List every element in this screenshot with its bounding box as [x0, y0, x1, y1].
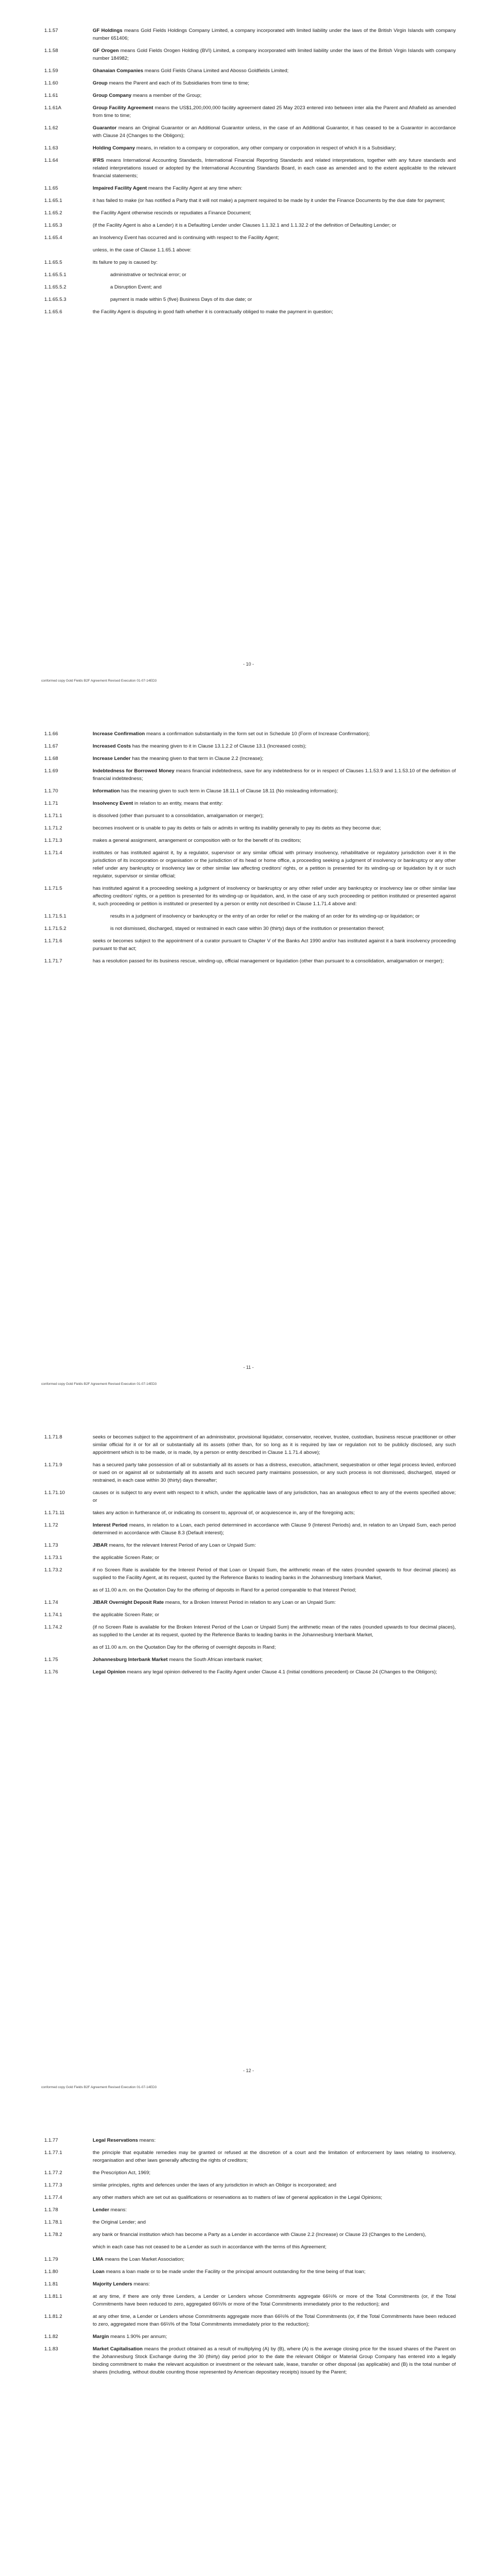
clause-text	[93, 271, 456, 279]
clause-number: 1.1.81.1	[44, 2294, 62, 2299]
clause-text	[93, 79, 456, 87]
sub-clause-entry	[44, 957, 456, 965]
clause-text	[93, 767, 456, 783]
sub-clause-entry	[44, 1509, 456, 1517]
clause-text	[93, 755, 456, 762]
page-footer: conformed copy Gold Fields B2F Agreement Revised Execution 01-07-14ED3	[41, 2086, 157, 2089]
clause-text	[93, 2206, 456, 2214]
clause-number: 1.1.65.5	[44, 260, 62, 265]
definition-entry	[44, 1541, 456, 1549]
document-page	[0, 0, 497, 703]
clause-text	[93, 2345, 456, 2376]
definition-text: its failure to pay is caused by:	[93, 260, 158, 265]
definition-text: means the Loan Market Association;	[103, 2257, 185, 2262]
definition-entry	[44, 1521, 456, 1537]
clause-number: 1.1.71.4	[44, 850, 62, 856]
sub-clause-entry	[44, 2218, 456, 2226]
definition-text: means, in relation to a company or corporation, any other company or corporation in respect of which it is a Subsidiary;	[135, 145, 396, 151]
clause-text	[93, 27, 456, 42]
definition-text: means a member of the Group;	[131, 93, 202, 98]
definition-text: means the Parent and each of its Subsidiaries from time to time;	[107, 80, 249, 86]
clause-number: 1.1.65.4	[44, 235, 62, 241]
defined-term: Information	[93, 788, 120, 794]
clause-text	[93, 2333, 456, 2341]
clause-number: 1.1.65.1	[44, 198, 62, 204]
definition-entry	[44, 1656, 456, 1664]
clause-text	[93, 849, 456, 880]
definition-entry	[44, 2345, 456, 2376]
clause-number: 1.1.81.2	[44, 2314, 62, 2319]
definition-text: means 1.90% per annum;	[109, 2334, 167, 2340]
definition-text: (if no Screen Rate is available for the Broken Interest Period of the Loan or Unpaid Sum) the arithmetic mean of the rates (rounded upwards to four decimal places), as supplied to the Lender at its request, quoted by the Reference Banks to leading banks in the Johannesburg Interbank Market,	[93, 1624, 456, 1638]
sub-clause-entry	[44, 197, 456, 205]
clause-number: 1.1.71	[44, 801, 58, 806]
clause-text	[93, 1566, 456, 1582]
definition-text: has a secured party take possession of all or substantially all its assets or has a distress, execution, attachment, sequestration or other legal process levied, enforced or sued on or against all or substantially all its assets and such secured party maintains possession, or any such process is not dismissed, discharged, stayed or restrained, in each case within 30 (thirty) days thereafter;	[93, 1462, 456, 1483]
defined-term: JIBAR	[93, 1543, 108, 1548]
definition-text: an Insolvency Event has occurred and is continuing with respect to the Facility Agent;	[93, 235, 279, 241]
clause-number: 1.1.77.3	[44, 2182, 62, 2188]
clause-number: 1.1.57	[44, 28, 58, 33]
defined-term: Legal Reservations	[93, 2138, 138, 2143]
clause-number: 1.1.63	[44, 145, 58, 151]
clause-text	[93, 246, 456, 254]
definition-text: at any time, if there are only three Lenders, a Lender or Lenders whose Commitments aggregate 66⅔% or more of the Total Commitments (or, if the Total Commitments have been reduced to zero, aggregated 66⅔% or more of the Total Commitments immediately prior to the reduction); and	[93, 2294, 456, 2307]
page-number: - 11 -	[243, 1365, 254, 1370]
clause-number: 1.1.76	[44, 1669, 58, 1675]
clause-number: 1.1.71.5.2	[44, 926, 66, 931]
definition-text: institutes or has instituted against it, by a regulator, supervisor or any similar official with primary insolvency, rehabilitative or regulatory jurisdiction over it in the jurisdiction of its incorporation or organisation or the jurisdiction of its head or home office, a proceeding seeking a judgment of insolvency or bankruptcy or any other relief under any bankruptcy or insolvency law or other similar law affecting creditors' rights, or a petition is presented for its winding-up or liquidation by it or such regulator, supervisor or similar official;	[93, 850, 456, 879]
clause-text	[93, 730, 456, 738]
definition-text: which in each case has not ceased to be a Lender as such in accordance with the terms of this Agreement;	[93, 2244, 327, 2250]
clause-number: 1.1.65.5.2	[44, 284, 66, 290]
definition-text: it has failed to make (or has notified a Party that it will not make) a payment required to be made by it under the Finance Documents by the due date for payment;	[93, 198, 445, 204]
definition-text: any bank or financial institution which has become a Party as a Lender in accordance with Clause 2.2 (Increase) or Clause 23 (Changes to the Lenders),	[93, 2232, 426, 2238]
definition-entry	[44, 1668, 456, 1676]
clause-number: 1.1.66	[44, 731, 58, 737]
sub-clause-entry	[44, 2293, 456, 2308]
clause-number: 1.1.65.3	[44, 223, 62, 228]
clause-number: 1.1.83	[44, 2346, 58, 2352]
sub-clause-entry	[44, 308, 456, 316]
clause-number: 1.1.65	[44, 185, 58, 191]
defined-term: Impaired Facility Agent	[93, 185, 147, 191]
sub-clause-entry	[44, 2243, 456, 2251]
clause-text	[93, 67, 456, 75]
definition-text: the Prescription Act, 1969;	[93, 2170, 150, 2176]
definition-text: as of 11.00 a.m. on the Quotation Day for the offering of deposits in Rand for a period comparable to that Interest Period;	[93, 1587, 356, 1593]
clause-text	[93, 283, 456, 291]
definition-text: has the meaning given to such term in Clause 18.11.1 of Clause 18.11 (No misleading information);	[119, 788, 338, 794]
definition-text: seeks or becomes subject to the appointment of an administrator, provisional liquidator, conservator, receiver, trustee, custodian, business rescue practitioner or other similar official for it or for all or substantially all its assets (other than, for so long as it is required by law or regulation not to be publicly disclosed, any such appointment which is to be made, or is made, by a person or entity described in Clause 1.1.71.4 above);	[93, 1434, 456, 1455]
clause-number: 1.1.75	[44, 1657, 58, 1663]
sub-clause-entry	[44, 209, 456, 217]
defined-term: Holding Company	[93, 145, 135, 151]
clause-text	[93, 209, 456, 217]
definition-text: unless, in the case of Clause 1.1.65.1 above:	[93, 247, 192, 253]
definition-text: means Gold Fields Orogen Holding (BVI) Limited, a company incorporated with limited liability under the laws of the British Virgin Islands with company number 184982;	[93, 48, 456, 61]
clause-number: 1.1.73.1	[44, 1555, 62, 1561]
definition-entry	[44, 92, 456, 99]
clause-text	[93, 157, 456, 180]
clause-number: 1.1.70	[44, 788, 58, 794]
clause-number: 1.1.61	[44, 93, 58, 98]
defined-term: Insolvency Event	[93, 801, 133, 806]
clause-number: 1.1.78	[44, 2207, 58, 2213]
clause-text	[93, 1623, 456, 1639]
sub-clause-entry	[44, 937, 456, 953]
definition-text: means an Original Guarantor or an Additional Guarantor unless, in the case of an Additional Guarantor, it has ceased to be a Guarantor in accordance with Clause 24 (Changes to the Obligors);	[93, 125, 456, 139]
sub-clause-entry	[44, 1623, 456, 1639]
sub-clause-entry	[44, 271, 456, 279]
clause-number: 1.1.65.6	[44, 309, 62, 315]
sub-clause-entry	[44, 824, 456, 832]
page-number: - 12 -	[243, 2068, 254, 2073]
definition-text: means:	[138, 2138, 156, 2143]
definition-text: the principle that equitable remedies may be granted or refused at the discretion of a court and the limitation of enforcement by laws relating to insolvency, reorganisation and other laws generally affecting the rights of creditors;	[93, 2150, 456, 2163]
clause-number: 1.1.74.1	[44, 1612, 62, 1618]
definition-entry	[44, 47, 456, 62]
definition-entry	[44, 144, 456, 152]
definition-text: means:	[109, 2207, 127, 2213]
clause-text	[93, 234, 456, 242]
clause-number: 1.1.62	[44, 125, 58, 131]
clause-text	[93, 104, 456, 120]
clause-text	[93, 2181, 456, 2189]
clause-text	[93, 197, 456, 205]
clause-number: 1.1.58	[44, 48, 58, 54]
clause-text	[93, 296, 456, 303]
sub-clause-entry	[44, 234, 456, 242]
definition-text: any other matters which are set out as qualifications or reservations as to matters of law of general application in the Legal Opinions;	[93, 2195, 383, 2200]
definition-text: administrative or technical error; or	[110, 272, 186, 278]
page-footer: conformed copy Gold Fields B2F Agreement Revised Execution 01-07-14ED3	[41, 679, 157, 683]
clause-text	[93, 2256, 456, 2263]
sub-clause-entry	[44, 2313, 456, 2328]
clause-number: 1.1.71.3	[44, 838, 62, 843]
definition-text: in relation to an entity, means that entity:	[133, 801, 223, 806]
defined-term: Loan	[93, 2269, 105, 2275]
sub-clause-entry	[44, 1554, 456, 1562]
definition-entry	[44, 2333, 456, 2341]
clause-text	[93, 912, 456, 920]
clause-text	[93, 92, 456, 99]
clause-number: 1.1.71.10	[44, 1490, 65, 1496]
defined-term: IFRS	[93, 158, 104, 163]
clause-text	[93, 2243, 456, 2251]
definition-entry	[44, 2137, 456, 2144]
clause-number: 1.1.80	[44, 2269, 58, 2275]
clause-text	[93, 800, 456, 807]
definition-text: has the meaning given to it in Clause 13.1.2.2 of Clause 13.1 (Increased costs);	[131, 743, 306, 749]
clause-text	[93, 837, 456, 844]
sub-clause-entry	[44, 1566, 456, 1582]
clause-text	[93, 1656, 456, 1664]
clause-number: 1.1.71.8	[44, 1434, 62, 1440]
clause-text	[93, 1611, 456, 1619]
clause-number: 1.1.81	[44, 2281, 58, 2287]
clause-text	[93, 308, 456, 316]
clause-text	[93, 1461, 456, 1484]
definition-text: the applicable Screen Rate; or	[93, 1612, 160, 1618]
sub-clause-entry	[44, 1433, 456, 1456]
clause-text	[93, 144, 456, 152]
clause-number: 1.1.82	[44, 2334, 58, 2340]
defined-term: Group	[93, 80, 108, 86]
clause-text	[93, 1668, 456, 1676]
defined-term: Johannesburg Interbank Market	[93, 1657, 168, 1663]
clause-text	[93, 1599, 456, 1606]
definition-text: means Gold Fields Ghana Limited and Abosso Goldfields Limited;	[143, 68, 289, 74]
definition-text: similar principles, rights and defences under the laws of any jurisdiction in which an Obligor is incorporated; and	[93, 2182, 337, 2188]
definition-entry	[44, 742, 456, 750]
definition-entry	[44, 67, 456, 75]
clause-text	[93, 2313, 456, 2328]
defined-term: GF Holdings	[93, 28, 123, 33]
definition-entry	[44, 104, 456, 120]
clause-text	[93, 184, 456, 192]
definition-text: has the meaning given to that term in Clause 2.2 (Increase);	[130, 756, 264, 761]
clause-number: 1.1.71.5.1	[44, 913, 66, 919]
clause-text	[93, 2218, 456, 2226]
sub-clause-entry	[44, 2169, 456, 2177]
defined-term: Lender	[93, 2207, 109, 2213]
sub-clause-entry	[44, 246, 456, 254]
clause-number: 1.1.72	[44, 1522, 58, 1528]
definition-entry	[44, 157, 456, 180]
definition-text: means, for the relevant Interest Period of any Loan or Unpaid Sum:	[107, 1543, 256, 1548]
defined-term: Market Capitalisation	[93, 2346, 143, 2352]
document-page	[0, 703, 497, 1406]
sub-clause-entry	[44, 283, 456, 291]
definition-entry	[44, 124, 456, 140]
clause-number: 1.1.71.5	[44, 886, 62, 891]
page-number: - 10 -	[243, 662, 254, 667]
clause-number: 1.1.68	[44, 756, 58, 761]
sub-clause-entry	[44, 1489, 456, 1504]
definition-text: means Gold Fields Holdings Company Limited, a company incorporated with limited liability under the laws of the British Virgin Islands with company number 651406;	[93, 28, 456, 41]
clause-text	[93, 124, 456, 140]
clause-text	[93, 925, 456, 933]
definition-text: as of 11.00 a.m. on the Quotation Day for the offering of overnight deposits in Rand;	[93, 1645, 276, 1650]
definition-entry	[44, 27, 456, 42]
clause-text	[93, 1489, 456, 1504]
sub-clause-entry	[44, 1643, 456, 1651]
definition-text: is not dismissed, discharged, stayed or restrained in each case within 30 (thirty) days of the institution or presentation thereof;	[110, 926, 385, 931]
clause-number: 1.1.71.6	[44, 938, 62, 944]
clause-number: 1.1.59	[44, 68, 58, 74]
clause-text	[93, 742, 456, 750]
definition-entry	[44, 2256, 456, 2263]
clause-number: 1.1.77.2	[44, 2170, 62, 2176]
sub-clause-entry	[44, 2181, 456, 2189]
definition-text: (if the Facility Agent is also a Lender) it is a Defaulting Lender under Clauses 1.1.32.1 and 1.1.32.2 of the definition of Defaulting Lender; or	[93, 223, 397, 228]
sub-clause-entry	[44, 2149, 456, 2164]
clause-text	[93, 937, 456, 953]
definition-entry	[44, 755, 456, 762]
defined-term: Guarantor	[93, 125, 117, 131]
clause-number: 1.1.69	[44, 768, 58, 774]
sub-clause-entry	[44, 812, 456, 820]
clause-text	[93, 259, 456, 266]
defined-term: JIBAR Overnight Deposit Rate	[93, 1600, 164, 1605]
sub-clause-entry	[44, 837, 456, 844]
clause-text	[93, 1509, 456, 1517]
clause-text	[93, 1433, 456, 1456]
clause-text	[93, 885, 456, 908]
definition-text: means a confirmation substantially in the form set out in Schedule 10 (Form of Increase Confirmation);	[145, 731, 370, 737]
sub-clause-entry	[44, 2231, 456, 2239]
definition-text: results in a judgment of insolvency or bankruptcy or the entry of an order for relief or the making of an order for its winding-up or liquidation; or	[110, 913, 420, 919]
defined-term: LMA	[93, 2257, 104, 2262]
clause-number: 1.1.60	[44, 80, 58, 86]
clause-number: 1.1.74.2	[44, 1624, 62, 1630]
definition-entry	[44, 2268, 456, 2276]
defined-term: Majority Lenders	[93, 2281, 132, 2287]
clause-text	[93, 2293, 456, 2308]
clause-number: 1.1.79	[44, 2257, 58, 2262]
definition-text: means, for a Broken Interest Period in relation to any Loan or an Unpaid Sum:	[164, 1600, 336, 1605]
sub-clause-entry	[44, 296, 456, 303]
definition-text: means:	[132, 2281, 150, 2287]
definition-text: has a resolution passed for its business rescue, winding-up, official management or liquidation (other than pursuant to a consolidation, amalgamation or merger);	[93, 958, 444, 964]
defined-term: Ghanaian Companies	[93, 68, 144, 74]
clause-text	[93, 2169, 456, 2177]
definition-entry	[44, 800, 456, 807]
definition-text: means the Facility Agent at any time when:	[147, 185, 243, 191]
document-page	[0, 2110, 497, 2576]
clause-number: 1.1.78.2	[44, 2232, 62, 2238]
definition-text: a Disruption Event; and	[110, 284, 162, 290]
definition-text: the Facility Agent is disputing in good faith whether it is contractually obliged to make the payment in question;	[93, 309, 333, 315]
definition-text: at any other time, a Lender or Lenders whose Commitments aggregate more than 66⅔% of the Total Commitments (or, if the Total Commitments have been reduced to zero, aggregated more than 66⅔% of the Total Commitments immediately prior to the reduction);	[93, 2314, 456, 2327]
definition-entry	[44, 787, 456, 795]
definition-entry	[44, 2206, 456, 2214]
definition-text: makes a general assignment, arrangement or composition with or for the benefit of its creditors;	[93, 838, 301, 843]
clause-text	[93, 1521, 456, 1537]
definition-text: means any legal opinion delivered to the Facility Agent under Clause 4.1 (Initial conditions precedent) or Clause 24 (Changes to the Obligors);	[125, 1669, 437, 1675]
clause-text	[93, 2280, 456, 2288]
defined-term: Increase Confirmation	[93, 731, 145, 737]
clause-text	[93, 812, 456, 820]
clause-text	[93, 2149, 456, 2164]
definition-text: is dissolved (other than pursuant to a consolidation, amalgamation or merger);	[93, 813, 264, 819]
clause-text	[93, 824, 456, 832]
clause-number: 1.1.71.11	[44, 1510, 65, 1516]
definition-text: if no Screen Rate is available for the Interest Period of that Loan or Unpaid Sum, the arithmetic mean of the rates (rounded upwards to four decimal places) as supplied to the Facility Agent, at its request, quoted by the Reference Banks to leading banks in the Johannesburg Interbank Market,	[93, 1567, 456, 1581]
definition-text: becomes insolvent or is unable to pay its debts or fails or admits in writing its inability generally to pay its debts as they become due;	[93, 825, 381, 831]
definition-entry	[44, 184, 456, 192]
clause-number: 1.1.77	[44, 2138, 58, 2143]
definition-text: means, in relation to a Loan, each period determined in accordance with Clause 9 (Interest Periods) and, in relation to an Unpaid Sum, each period determined in accordance with Clause 8.3 (Default interest);	[93, 1522, 456, 1536]
clause-number: 1.1.67	[44, 743, 58, 749]
clause-number: 1.1.61A	[44, 105, 62, 111]
clause-number: 1.1.71.7	[44, 958, 62, 964]
clause-text	[93, 1643, 456, 1651]
sub-clause-entry	[44, 925, 456, 933]
clause-text	[93, 2194, 456, 2201]
clause-number: 1.1.74	[44, 1600, 58, 1605]
clause-number: 1.1.71.2	[44, 825, 62, 831]
clause-number: 1.1.65.2	[44, 210, 62, 216]
clause-text	[93, 957, 456, 965]
clause-text	[93, 2268, 456, 2276]
sub-clause-entry	[44, 1611, 456, 1619]
definition-entry	[44, 1599, 456, 1606]
sub-clause-entry	[44, 222, 456, 229]
clause-text	[93, 1541, 456, 1549]
definition-text: the applicable Screen Rate; or	[93, 1555, 160, 1561]
definition-text: has instituted against it a proceeding seeking a judgment of insolvency or bankruptcy or any other relief under any bankruptcy or insolvency law or other similar law affecting creditors' rights, or a petition is presented for its winding-up or liquidation, and, in the case of any such proceeding or petition instituted or presented against it, such proceeding or petition is instituted or presented by a person or entity not described in Clause 1.1.71.4 above and:	[93, 886, 456, 907]
clause-number: 1.1.71.1	[44, 813, 62, 819]
clause-text	[93, 2137, 456, 2144]
definition-text: means International Accounting Standards, International Financial Reporting Standards and related interpretations, together with any future standards and related interpretations issued or adopted by the International Accounting Standards Board, in each case as amended and to the extent applicable to the relevant financial statements;	[93, 158, 456, 179]
defined-term: Indebtedness for Borrowed Money	[93, 768, 175, 774]
defined-term: Increase Lender	[93, 756, 131, 761]
clause-number: 1.1.64	[44, 158, 58, 163]
definition-entry	[44, 79, 456, 87]
definition-text: takes any action in furtherance of, or indicating its consent to, approval of, or acquiescence in, any of the foregoing acts;	[93, 1510, 355, 1516]
sub-clause-entry	[44, 1586, 456, 1594]
definition-text: means a loan made or to be made under the Facility or the principal amount outstanding for the time being of that loan;	[104, 2269, 366, 2275]
definition-text: means the product obtained as a result of multiplying (A) by (B), where (A) is the average closing price for the issued shares of the Parent on the Johannesburg Stock Exchange during the 30 (thirty) day period prior to the date the relevant Obligor or Material Group Company has entered into a legally binding commitment to make the relevant acquisition or investment or the relevant sale, lease, transfer or other disposal (as applicable) and (B) is the total number of shares (including, without double counting those represented by American depositary receipts) issued by the Parent;	[93, 2346, 456, 2375]
clause-text	[93, 787, 456, 795]
defined-term: Legal Opinion	[93, 1669, 126, 1675]
definition-entry	[44, 767, 456, 783]
clause-number: 1.1.77.1	[44, 2150, 62, 2156]
defined-term: GF Orogen	[93, 48, 119, 54]
clause-number: 1.1.77.4	[44, 2195, 62, 2200]
clause-number: 1.1.65.5.1	[44, 272, 66, 278]
clause-text	[93, 1586, 456, 1594]
definition-entry	[44, 730, 456, 738]
definition-text: payment is made within 5 (five) Business Days of its due date; or	[110, 297, 252, 302]
definition-text: means the US$1,200,000,000 facility agreement dated 25 May 2023 entered into between inter alia the Parent and Afrafield as amended from time to time;	[93, 105, 456, 118]
definition-entry	[44, 2280, 456, 2288]
definition-text: the Original Lender; and	[93, 2219, 146, 2225]
page-footer: conformed copy Gold Fields B2F Agreement Revised Execution 01-07-14ED3	[41, 1382, 157, 1386]
sub-clause-entry	[44, 849, 456, 880]
defined-term: Increased Costs	[93, 743, 131, 749]
definition-text: the Facility Agent otherwise rescinds or repudiates a Finance Document;	[93, 210, 251, 216]
clause-text	[93, 47, 456, 62]
document-page	[0, 1406, 497, 2110]
clause-text	[93, 222, 456, 229]
clause-text	[93, 1554, 456, 1562]
clause-number: 1.1.71.9	[44, 1462, 62, 1468]
sub-clause-entry	[44, 259, 456, 266]
sub-clause-entry	[44, 1461, 456, 1484]
sub-clause-entry	[44, 885, 456, 908]
clause-text	[93, 2231, 456, 2239]
definition-text: seeks or becomes subject to the appointment of a curator pursuant to Chapter V of the Banks Act 1990 and/or has instituted against it a bank insolvency proceeding pursuant to that act;	[93, 938, 456, 952]
definition-text: causes or is subject to any event with respect to it which, under the applicable laws of any jurisdiction, has an analogous effect to any of the events specified above; or	[93, 1490, 456, 1503]
clause-number: 1.1.73.2	[44, 1567, 62, 1573]
clause-number: 1.1.78.1	[44, 2219, 62, 2225]
clause-number: 1.1.73	[44, 1543, 58, 1548]
defined-term: Group Company	[93, 93, 132, 98]
definition-text: means the South African interbank market;	[167, 1657, 263, 1663]
defined-term: Interest Period	[93, 1522, 128, 1528]
sub-clause-entry	[44, 912, 456, 920]
definition-text: means financial indebtedness, save for any indebtedness for or in respect of Clauses 1.1.53.9 and 1.1.53.10 of the definition of financial indebtedness;	[93, 768, 456, 782]
sub-clause-entry	[44, 2194, 456, 2201]
defined-term: Group Facility Agreement	[93, 105, 153, 111]
defined-term: Margin	[93, 2334, 109, 2340]
clause-number: 1.1.65.5.3	[44, 297, 66, 302]
